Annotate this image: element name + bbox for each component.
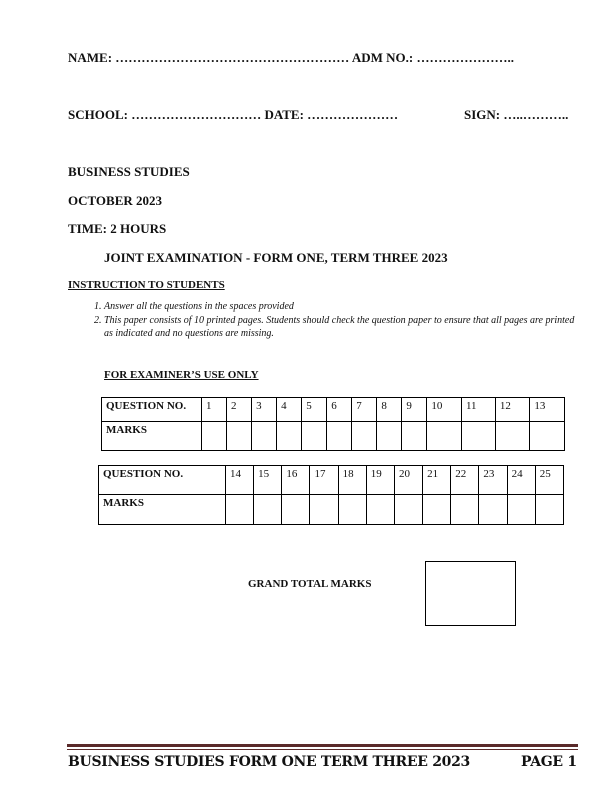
- question-number: 8: [377, 398, 402, 422]
- marks-cell[interactable]: [282, 495, 310, 525]
- marks-cell[interactable]: [277, 422, 302, 451]
- question-number: 18: [338, 466, 366, 495]
- marks-cell[interactable]: [254, 495, 282, 525]
- marks-cell[interactable]: [535, 495, 563, 525]
- marks-cell[interactable]: [423, 495, 451, 525]
- marks-cell[interactable]: [377, 422, 402, 451]
- question-number: 19: [366, 466, 394, 495]
- question-number: 6: [327, 398, 352, 422]
- question-number: 5: [302, 398, 327, 422]
- exam-month: OCTOBER 2023: [68, 193, 163, 208]
- question-number: 21: [423, 466, 451, 495]
- page-number: PAGE 1: [521, 754, 577, 770]
- marks-cell[interactable]: [530, 422, 565, 451]
- question-label: QUESTION NO.: [99, 466, 226, 495]
- marks-cell[interactable]: [507, 495, 535, 525]
- instruction-item: 1. Answer all the questions in the spaces provided: [104, 300, 584, 313]
- marks-cell[interactable]: [451, 495, 479, 525]
- footer-rule: [67, 749, 578, 750]
- marks-cell[interactable]: [352, 422, 377, 451]
- marks-cell[interactable]: [479, 495, 507, 525]
- marks-cell[interactable]: [310, 495, 338, 525]
- question-number: 10: [427, 398, 462, 422]
- question-number: 3: [252, 398, 277, 422]
- question-number: 23: [479, 466, 507, 495]
- question-number: 1: [202, 398, 227, 422]
- school-date-line: SCHOOL: ………………………… DATE: …………………: [68, 107, 399, 122]
- examiner-heading: FOR EXAMINER’S USE ONLY: [104, 369, 259, 381]
- question-number: 14: [226, 466, 254, 495]
- sign-line: SIGN: …..………..: [464, 107, 569, 122]
- exam-time: TIME: 2 HOURS: [68, 221, 167, 236]
- marks-cell[interactable]: [327, 422, 352, 451]
- question-number: 25: [535, 466, 563, 495]
- marks-label: MARKS: [102, 422, 202, 451]
- marks-cell[interactable]: [427, 422, 462, 451]
- marks-cell[interactable]: [366, 495, 394, 525]
- name-line: NAME: ……………………………………………… ADM NO.: …………………..: [68, 50, 514, 65]
- question-number: 20: [394, 466, 422, 495]
- subject: BUSINESS STUDIES: [68, 164, 190, 179]
- question-label: QUESTION NO.: [102, 398, 202, 422]
- marks-cell[interactable]: [226, 495, 254, 525]
- question-number: 9: [402, 398, 427, 422]
- footer-rule: [67, 744, 578, 747]
- question-number: 15: [254, 466, 282, 495]
- question-number: 16: [282, 466, 310, 495]
- question-number: 13: [530, 398, 565, 422]
- marks-cell[interactable]: [252, 422, 277, 451]
- grand-total-box[interactable]: [425, 561, 516, 626]
- footer-title: BUSINESS STUDIES FORM ONE TERM THREE 2023: [68, 754, 470, 770]
- marks-cell[interactable]: [227, 422, 252, 451]
- marks-label: MARKS: [99, 495, 226, 525]
- marks-cell[interactable]: [302, 422, 327, 451]
- question-number: 11: [461, 398, 495, 422]
- marks-cell[interactable]: [402, 422, 427, 451]
- instructions-list: [84, 300, 584, 341]
- marks-cell[interactable]: [394, 495, 422, 525]
- instructions-heading: INSTRUCTION TO STUDENTS: [68, 279, 225, 291]
- marks-cell[interactable]: [202, 422, 227, 451]
- marks-cell[interactable]: [461, 422, 495, 451]
- exam-title: JOINT EXAMINATION - FORM ONE, TERM THREE 2023: [104, 250, 448, 265]
- grand-total-label: GRAND TOTAL MARKS: [248, 578, 372, 590]
- question-number: 7: [352, 398, 377, 422]
- question-number: 12: [495, 398, 530, 422]
- question-number: 4: [277, 398, 302, 422]
- question-number: 17: [310, 466, 338, 495]
- question-number: 2: [227, 398, 252, 422]
- marks-cell[interactable]: [338, 495, 366, 525]
- instruction-item: 2. This paper consists of 10 printed pages. Students should check the question paper to ensure that all pages are printed as indicated and no questions are missing.: [104, 314, 584, 340]
- marks-table-2: [98, 465, 564, 525]
- marks-cell[interactable]: [495, 422, 530, 451]
- marks-table-1: [101, 397, 565, 451]
- question-number: 24: [507, 466, 535, 495]
- question-number: 22: [451, 466, 479, 495]
